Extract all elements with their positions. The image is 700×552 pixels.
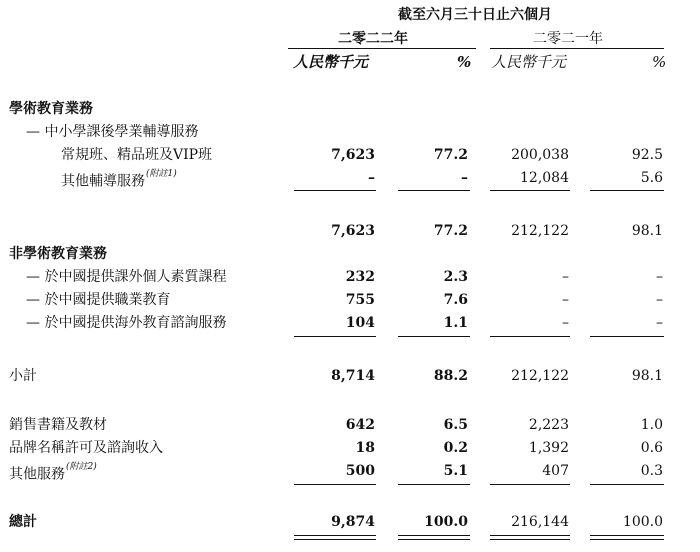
- row-label: — 於中國提供課外個人素質課程: [26, 269, 227, 285]
- cell-2022-pct: 2.3: [443, 269, 468, 285]
- cell-2022-rmb: –: [368, 170, 375, 186]
- pct-label-2021: %: [652, 53, 667, 71]
- cell-2022-pct: 77.2: [433, 223, 468, 239]
- cell-2022-rmb: 500: [345, 463, 375, 479]
- cell-2022-pct: 88.2: [433, 368, 468, 384]
- cell-2022-pct: 100.0: [424, 514, 468, 530]
- cell-2022-pct: 5.1: [443, 463, 468, 479]
- cell-2021-rmb: 12,084: [520, 170, 569, 186]
- rmb-label-2022: 人民幣千元: [293, 53, 369, 71]
- year-2021-header: 二零二一年: [533, 31, 603, 47]
- academic-subheading: — 中小學課後學業輔導服務: [26, 124, 199, 140]
- double-rule: [590, 535, 664, 540]
- cell-2022-rmb: 755: [345, 292, 375, 308]
- cell-2021-rmb: 212,122: [511, 368, 569, 384]
- double-rule: [490, 535, 570, 540]
- non-academic-section-title: 非學術教育業務: [9, 246, 107, 262]
- row-label: [9, 463, 97, 483]
- cell-2022-rmb: 232: [345, 269, 375, 285]
- cell-2021-rmb: 1,392: [528, 440, 569, 456]
- cell-2021-rmb: 2,223: [528, 417, 569, 433]
- rule: [294, 484, 376, 485]
- cell-2022-pct: 6.5: [443, 417, 468, 433]
- pct-label-2022: %: [457, 53, 472, 71]
- cell-2021-pct: –: [656, 292, 663, 308]
- cell-2022-rmb: 9,874: [331, 514, 375, 530]
- cell-2021-pct: 0.6: [640, 440, 663, 456]
- cell-2022-rmb: 7,623: [331, 223, 375, 239]
- rule: [490, 336, 570, 337]
- cell-2022-rmb: 7,623: [331, 147, 375, 163]
- cell-2022-pct: 0.2: [443, 440, 468, 456]
- cell-2022-pct: 1.1: [443, 315, 468, 331]
- rule: [590, 484, 664, 485]
- footnote-ref: (附註2): [66, 462, 97, 472]
- cell-2021-rmb: 212,122: [511, 223, 569, 239]
- cell-2022-pct: 7.6: [443, 292, 468, 308]
- rule: [398, 336, 470, 337]
- rule: [490, 190, 570, 191]
- row-label: 品牌名稱許可及諮詢收入: [9, 440, 163, 456]
- double-rule: [294, 535, 376, 540]
- cell-2022-pct: 77.2: [433, 147, 468, 163]
- cell-2021-pct: 0.3: [640, 463, 663, 479]
- cell-2022-pct: –: [461, 170, 468, 186]
- cell-2021-pct: –: [656, 269, 663, 285]
- year-2022-header: 二零二二年: [338, 31, 408, 47]
- total-label: 總計: [9, 514, 37, 530]
- rule: [398, 190, 470, 191]
- cell-2021-pct: 98.1: [631, 368, 663, 384]
- subtotal-label: 小計: [9, 368, 37, 384]
- period-header: 截至六月三十日止六個月: [398, 7, 552, 23]
- cell-2021-rmb: 407: [542, 463, 569, 479]
- cell-2022-rmb: 8,714: [331, 368, 375, 384]
- cell-2021-rmb: 200,038: [511, 147, 569, 163]
- row-label-text: 其他輔導服務: [61, 173, 145, 190]
- cell-2022-rmb: 104: [345, 315, 375, 331]
- row-label: 銷售書籍及教材: [9, 417, 107, 433]
- rule: [490, 484, 570, 485]
- rule: [294, 336, 376, 337]
- row-label: — 於中國提供海外教育諮詢服務: [26, 315, 227, 331]
- footnote-ref: (附註1): [146, 169, 177, 179]
- academic-section-title: 學術教育業務: [9, 101, 93, 117]
- cell-2021-rmb: 216,144: [511, 514, 569, 530]
- cell-2021-pct: –: [656, 315, 663, 331]
- cell-2021-rmb: –: [562, 292, 569, 308]
- cell-2021-pct: 98.1: [631, 223, 663, 239]
- rule: [294, 190, 376, 191]
- rule: [590, 336, 664, 337]
- cell-2021-pct: 100.0: [622, 514, 663, 530]
- cell-2021-pct: 1.0: [640, 417, 663, 433]
- rule: [398, 484, 470, 485]
- year-2022-underline: [288, 48, 476, 49]
- year-2021-underline: [490, 48, 664, 49]
- cell-2022-rmb: 642: [345, 417, 375, 433]
- row-label: 常規班、精品班及VIP班: [61, 147, 213, 163]
- rmb-label-2021: 人民幣千元: [491, 53, 567, 71]
- cell-2021-pct: 92.5: [631, 147, 663, 163]
- row-label-text: 其他服務: [9, 466, 65, 483]
- row-label: — 於中國提供職業教育: [26, 292, 171, 308]
- cell-2022-rmb: 18: [355, 440, 375, 456]
- row-label: [61, 170, 177, 190]
- cell-2021-rmb: –: [562, 315, 569, 331]
- cell-2021-rmb: –: [562, 269, 569, 285]
- cell-2021-pct: 5.6: [640, 170, 663, 186]
- rule: [590, 190, 664, 191]
- double-rule: [398, 535, 470, 540]
